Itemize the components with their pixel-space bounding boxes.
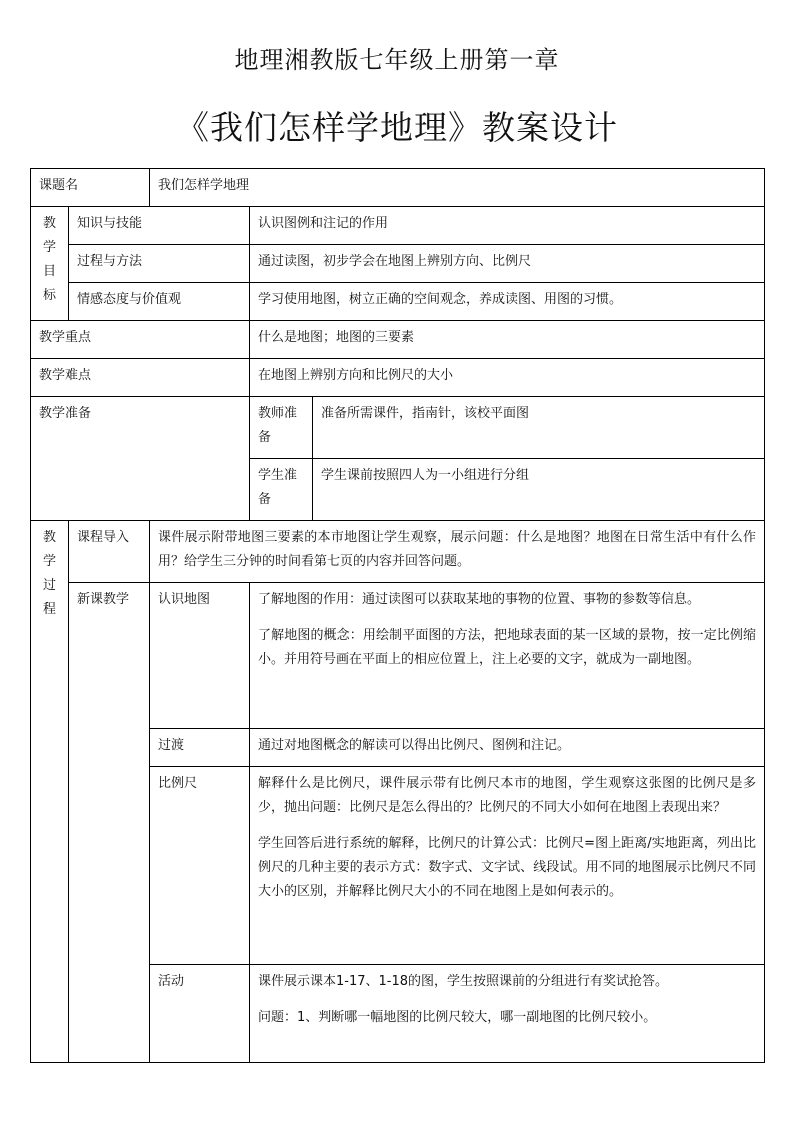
objectives-label-char: 标 bbox=[42, 288, 56, 303]
process-label-char: 教 bbox=[42, 530, 56, 545]
step-paragraph: 了解地图的概念：用绘制平面图的方法，把地球表面的某一区域的景物，按一定比例缩小。并用符号画在平面上的相应位置上，注上必要的文字，就成为一副地图。 bbox=[258, 628, 757, 667]
step-name: 活动 bbox=[150, 965, 250, 1063]
topic-row bbox=[31, 169, 765, 207]
student-prep-label: 学生准备 bbox=[250, 459, 313, 521]
process-label-char: 程 bbox=[42, 602, 56, 617]
intro-value: 课件展示附带地图三要素的本市地图让学生观察，展示问题：什么是地图？地图在日常生活中有什么作用？给学生三分钟的时间看第七页的内容并回答问题。 bbox=[150, 521, 765, 583]
objective-name: 过程与方法 bbox=[69, 245, 250, 283]
focus-row bbox=[31, 321, 765, 359]
step-paragraph: 课件展示课本1-17、1-18的图，学生按照课前的分组进行有奖试抢答。 bbox=[258, 974, 669, 989]
objectives-label-char: 目 bbox=[42, 264, 56, 279]
topic-value: 我们怎样学地理 bbox=[150, 169, 765, 207]
new-lesson-label: 新课教学 bbox=[69, 583, 150, 1063]
document-title: 《我们怎样学地理》教案设计 bbox=[176, 108, 618, 147]
step-content bbox=[250, 583, 765, 729]
objective-value: 学习使用地图，树立正确的空间观念，养成读图、用图的习惯。 bbox=[250, 283, 765, 321]
document-subtitle: 地理湘教版七年级上册第一章 bbox=[234, 46, 560, 74]
objective-value: 通过读图，初步学会在地图上辨别方向、比例尺 bbox=[250, 245, 765, 283]
teacher-prep-value: 准备所需课件，指南针，该校平面图 bbox=[313, 397, 765, 459]
intro-label: 课程导入 bbox=[69, 521, 150, 583]
step-content bbox=[250, 965, 765, 1063]
preparation-row bbox=[31, 397, 765, 459]
student-prep-value: 学生课前按照四人为一小组进行分组 bbox=[313, 459, 765, 521]
objective-name: 情感态度与价值观 bbox=[69, 283, 250, 321]
objective-value: 认识图例和注记的作用 bbox=[250, 207, 765, 245]
focus-value: 什么是地图；地图的三要素 bbox=[250, 321, 765, 359]
objective-row bbox=[31, 283, 765, 321]
process-intro-row bbox=[31, 521, 765, 583]
process-label bbox=[31, 521, 69, 1063]
objective-name: 知识与技能 bbox=[69, 207, 250, 245]
step-paragraph: 解释什么是比例尺，课件展示带有比例尺本市的地图，学生观察这张图的比例尺是多少，抛出问题：比例尺是怎么得出的？比例尺的不同大小如何在地图上表现出来？ bbox=[258, 776, 757, 815]
step-row bbox=[31, 583, 765, 729]
step-paragraph: 通过对地图概念的解读可以得出比例尺、图例和注记。 bbox=[258, 738, 571, 753]
step-name: 比例尺 bbox=[150, 767, 250, 965]
objective-row bbox=[31, 207, 765, 245]
step-content bbox=[250, 729, 765, 767]
difficulty-label: 教学难点 bbox=[31, 359, 250, 397]
preparation-label: 教学准备 bbox=[31, 397, 250, 521]
process-label-char: 过 bbox=[42, 578, 56, 593]
step-name: 认识地图 bbox=[150, 583, 250, 729]
objectives-label-char: 教 bbox=[42, 216, 56, 231]
teacher-prep-label: 教师准备 bbox=[250, 397, 313, 459]
lesson-plan-table bbox=[30, 168, 765, 1063]
focus-label: 教学重点 bbox=[31, 321, 250, 359]
objectives-label bbox=[31, 207, 69, 321]
step-paragraph: 了解地图的作用：通过读图可以获取某地的事物的位置、事物的参数等信息。 bbox=[258, 592, 701, 607]
step-content bbox=[250, 767, 765, 965]
difficulty-value: 在地图上辨别方向和比例尺的大小 bbox=[250, 359, 765, 397]
objective-row bbox=[31, 245, 765, 283]
step-name: 过渡 bbox=[150, 729, 250, 767]
step-paragraph: 学生回答后进行系统的解释，比例尺的计算公式：比例尺=图上距离/实地距离，列出比例尺的几种主要的表示方式：数字式、文字试、线段试。用不同的地图展示比例尺不同大小的区别，并解释比例尺大小的不同在地图上是如何表示的。 bbox=[258, 836, 757, 899]
process-label-char: 学 bbox=[42, 554, 56, 569]
objectives-label-char: 学 bbox=[42, 240, 56, 255]
step-paragraph: 问题：1、判断哪一幅地图的比例尺较大，哪一副地图的比例尺较小。 bbox=[258, 1010, 657, 1025]
difficulty-row bbox=[31, 359, 765, 397]
topic-label: 课题名 bbox=[31, 169, 150, 207]
